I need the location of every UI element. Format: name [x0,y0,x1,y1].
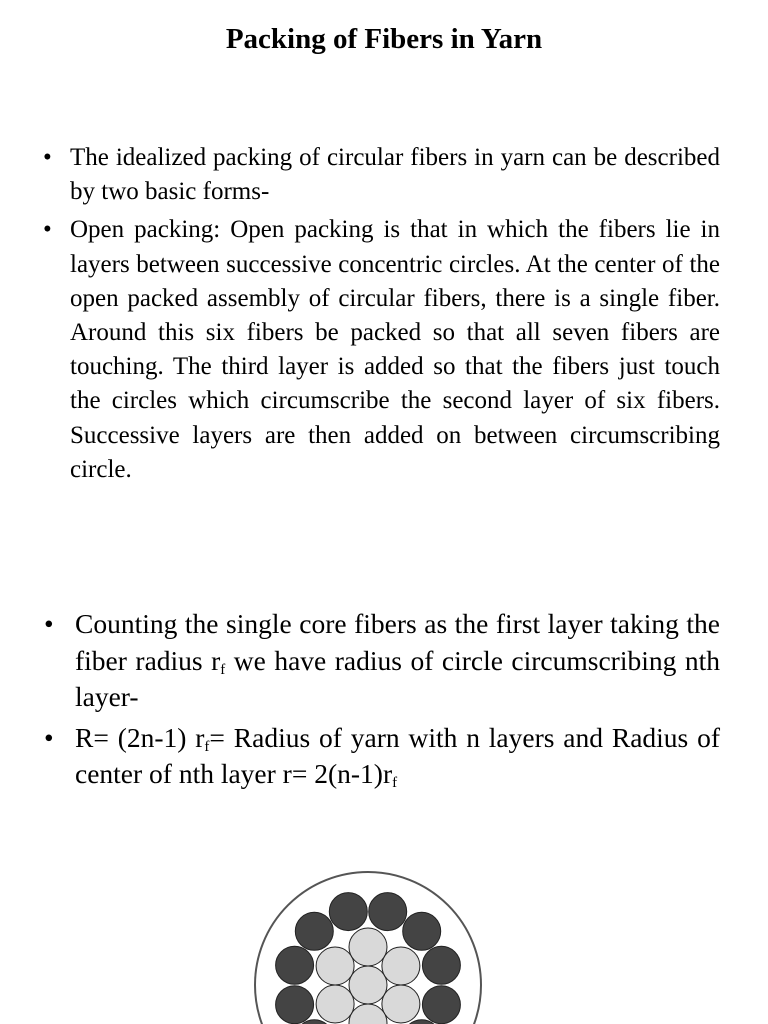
bullet-list-intro [0,141,768,491]
bullet-text: Open packing: Open packing is that in which the fibers lie in layers between successive concentric circles. At the center of the open packed assembly of circular fibers, there is a single fiber. Around this six fibers be packed so that all seven fibers are touching. The third layer is added so that the fibers just touch the circles which circumscribe the second layer of six fibers. Successive layers are then added on between circumscribing circle. [70,216,720,483]
bullet-item-layer-counting [44,606,721,716]
bullet-text-part: we have radius of circle circumscribing nth layer- [75,644,721,712]
layer-3-fiber [295,912,333,950]
fiber-packing-diagram [250,825,486,1024]
subscript-f: f [204,738,210,755]
layer-2-fiber [316,985,354,1023]
bullet-item-basic-forms [43,141,720,209]
layer-2-fiber [349,928,387,966]
layer-3-fiber [276,946,314,984]
bullet-text: The idealized packing of circular fibers in yarn can be described by two basic forms- [70,144,720,206]
layer-3-fiber [276,986,314,1024]
layer-2-fiber [316,947,354,985]
bullet-dot: • [44,608,54,639]
bullet-text-part: Counting the single core fibers as the first layer taking the fiber radius r [75,608,720,676]
layer-3-fiber [422,946,460,984]
bullet-item-open-packing [43,213,720,487]
subscript-f: f [392,775,398,791]
layer-3-fiber [369,893,407,931]
layer-2-fiber [382,985,420,1023]
bullet-list-formulas [0,606,768,797]
layer-3-fiber [403,912,441,950]
bullet-dot: • [43,144,52,171]
bullet-item-radius-formula [44,720,720,793]
layer-3-fiber [422,986,460,1024]
formula-text-part: = Radius of yarn with n layers and Radius of center of nth layer r= 2(n-1)r [75,721,720,789]
formula-text-part: R= (2n-1) r [75,721,205,753]
bullet-dot: • [43,216,52,244]
fiber-packing-svg [250,825,486,1024]
bullet-dot: • [44,721,54,753]
layer-3-fiber [329,893,367,931]
layer-2-fiber [382,947,420,985]
page-title: Packing of Fibers in Yarn [225,23,543,55]
subscript-f: f [220,661,226,678]
core-fiber [349,966,387,1004]
